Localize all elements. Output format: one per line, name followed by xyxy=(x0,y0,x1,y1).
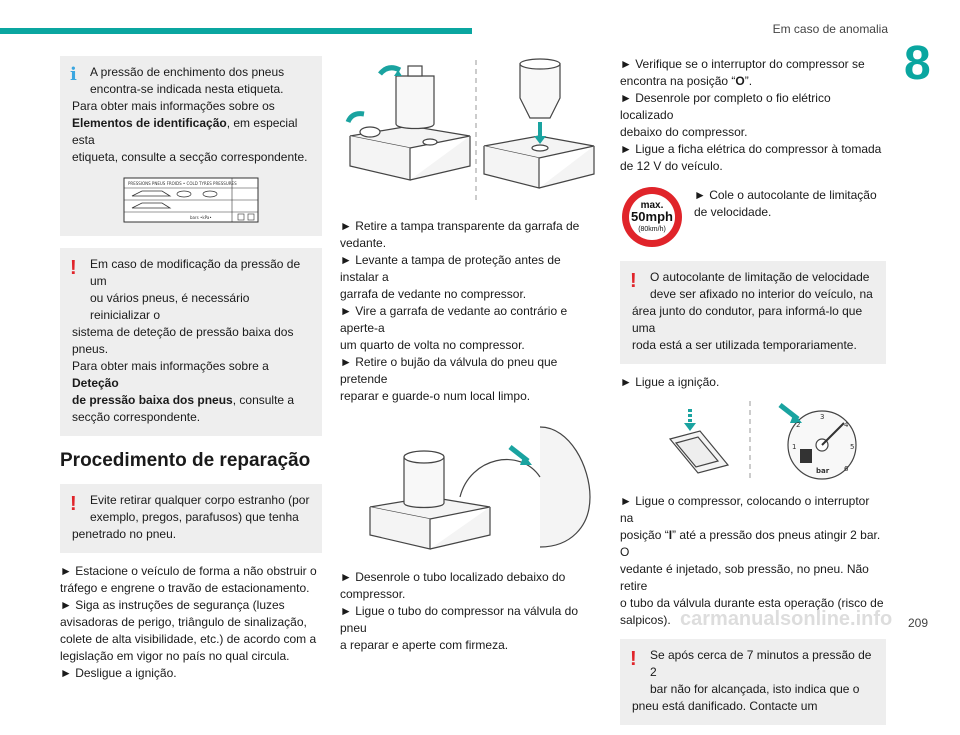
gauge-unit: bar xyxy=(816,467,830,475)
warning-box xyxy=(620,639,886,725)
step-text: ► Retire o bujão da válvula do pneu que pretende xyxy=(340,355,558,386)
sticker-speed: 50mph xyxy=(631,209,673,224)
step-text: avisadoras de perigo, triângulo de sinalização, xyxy=(60,615,307,629)
step-text: ► Retire a tampa transparente da garrafa de xyxy=(340,219,580,233)
gauge-tick-5: 5 xyxy=(850,443,855,451)
instructions xyxy=(60,563,322,682)
warning-text xyxy=(72,392,312,409)
step-text: ► Levante a tampa de proteção antes de instalar a xyxy=(340,253,561,284)
step-text: um quarto de volta no compressor. xyxy=(340,338,525,352)
step-text: ► Ligue o tubo do compressor na válvula do pneu xyxy=(340,604,579,635)
info-text: A pressão de enchimento dos pneus xyxy=(90,65,285,79)
warning-text: sistema de deteção de pressão baixa dos pneus. xyxy=(72,325,294,356)
warning-text: roda está a ser utilizada temporariamente. xyxy=(632,338,857,352)
warning-icon: ! xyxy=(70,493,77,515)
step-text: colete de alta visibilidade, etc.) de acordo com a xyxy=(60,632,317,646)
warning-text: Evite retirar qualquer corpo estranho (por xyxy=(90,493,310,507)
warning-text: ou vários pneus, é necessário reinicializar o xyxy=(90,291,250,322)
compressor-gauge-illustration xyxy=(620,399,886,483)
watermark: carmanualsonline.info xyxy=(680,608,893,630)
warning-text: pneu está danificado. Contacte um xyxy=(632,699,818,713)
warning-icon: ! xyxy=(70,257,77,279)
info-icon: i xyxy=(70,64,77,85)
info-text: , em especial esta xyxy=(72,116,298,147)
step-text: ► Desligue a ignição. xyxy=(60,666,177,680)
sealant-bottle-illustration xyxy=(340,56,602,206)
step-text: de velocidade. xyxy=(694,205,772,219)
sticker-text xyxy=(694,185,877,221)
step-text: encontra na posição “ xyxy=(620,74,736,88)
step-text: ► Desenrole por completo o fio elétrico localizado xyxy=(620,91,831,122)
warning-text: Se após cerca de 7 minutos a pressão de 2 xyxy=(650,648,872,679)
instructions xyxy=(340,218,602,405)
column-2 xyxy=(340,56,602,654)
gauge-tick-2: 2 xyxy=(796,421,801,429)
switch-position-i: I xyxy=(668,528,673,542)
compressor-hose-illustration xyxy=(340,417,602,557)
column-1 xyxy=(60,56,322,682)
info-text: encontra-se indicada nesta etiqueta. xyxy=(90,82,284,96)
gauge-tick-3: 3 xyxy=(820,413,825,421)
step-text xyxy=(620,73,886,90)
warning-text: exemplo, pregos, parafusos) que tenha xyxy=(90,510,299,524)
sticker-kmh: (80km/h) xyxy=(638,226,666,233)
warning-text: Para obter mais informações sobre a xyxy=(72,359,269,373)
label-title: PRESSIONS PNEUS FROIDS • COLD TYRES PRESSURES xyxy=(128,181,237,186)
step-text: garrafa de vedante no compressor. xyxy=(340,287,527,301)
info-text: etiqueta, consulte a secção correspondente. xyxy=(72,150,308,164)
warning-icon: ! xyxy=(630,648,637,670)
warning-box xyxy=(60,484,322,553)
label-unit: bars •kPa• xyxy=(190,215,212,220)
page-number: 209 xyxy=(908,616,929,630)
section-heading: Procedimento de reparação xyxy=(60,450,311,471)
warning-text: , consulte a xyxy=(232,393,295,407)
speed-sticker-row xyxy=(620,185,886,249)
step-text: tráfego e engrene o travão de estacionamento. xyxy=(60,581,310,595)
switch-position-o: O xyxy=(735,74,745,88)
warning-text: bar não for alcançada, isto indica que o xyxy=(650,682,860,696)
step-text: ► Desenrole o tubo localizado debaixo do xyxy=(340,570,566,584)
instructions xyxy=(620,56,886,175)
step-text: ► Ligue a ignição. xyxy=(620,375,720,389)
info-text: Para obter mais informações sobre os xyxy=(72,99,275,113)
step-text xyxy=(620,527,886,561)
step-text: ► Siga as instruções de segurança (luzes xyxy=(60,598,285,612)
warning-icon: ! xyxy=(630,270,637,292)
info-text xyxy=(72,115,312,149)
warning-text: deve ser afixado no interior do veículo, na xyxy=(650,287,873,301)
info-bold: Elementos de identificação xyxy=(72,116,227,130)
step-text: legislação em vigor no país no qual circula. xyxy=(60,649,290,663)
step-text: ► Cole o autocolante de limitação xyxy=(694,188,877,202)
instructions xyxy=(340,569,602,654)
step-text: de 12 V do veículo. xyxy=(620,159,723,173)
step-text: ► Verifique se o interruptor do compressor se xyxy=(620,57,865,71)
section-title: Em caso de anomalia xyxy=(772,22,888,36)
step-text: reparar e guarde-o num local limpo. xyxy=(340,389,531,403)
step-text: a reparar e aperte com firmeza. xyxy=(340,638,509,652)
step-text: ► Vire a garrafa de vedante ao contrário e aperte-a xyxy=(340,304,568,335)
step-text: posição “ xyxy=(620,528,669,542)
step-text: vedante é injetado, sob pressão, no pneu. Não retire xyxy=(620,562,869,593)
warning-text: O autocolante de limitação de velocidade xyxy=(650,270,870,284)
warning-text: área junto do condutor, para informá-lo que uma xyxy=(632,304,863,335)
step-text: ► Estacione o veículo de forma a não obstruir o xyxy=(60,564,317,578)
warning-text: Em caso de modificação da pressão de um xyxy=(90,257,301,288)
warning-box xyxy=(620,261,886,364)
step-text: ► Ligue o compressor, colocando o interruptor na xyxy=(620,494,870,525)
warning-box xyxy=(60,248,322,436)
warning-text: penetrado no pneu. xyxy=(72,527,177,541)
gauge-tick-4: 4 xyxy=(844,421,849,429)
gauge-tick-1: 1 xyxy=(792,443,797,451)
speed-limit-sticker xyxy=(620,185,684,249)
header-bar xyxy=(0,28,472,34)
warning-bold: de pressão baixa dos pneus xyxy=(72,393,233,407)
info-box xyxy=(60,56,322,236)
chapter-number: 8 xyxy=(904,37,931,90)
tyre-pressure-label-illustration xyxy=(72,174,314,226)
gauge-tick-6: 6 xyxy=(844,465,849,473)
step-text: debaixo do compressor. xyxy=(620,125,748,139)
step-text: ” até a pressão dos pneus atingir 2 bar. O xyxy=(620,528,881,559)
column-3 xyxy=(620,56,886,735)
warning-text: secção correspondente. xyxy=(72,410,201,424)
step-text: ”. xyxy=(744,74,753,88)
sticker-max: max. xyxy=(640,200,664,211)
step-text: vedante. xyxy=(340,236,387,250)
warning-text xyxy=(72,358,312,392)
step-text: compressor. xyxy=(340,587,406,601)
warning-bold: Deteção xyxy=(72,376,119,390)
step-text: salpicos). xyxy=(620,613,671,627)
step-text: ► Ligue a ficha elétrica do compressor à tomada xyxy=(620,142,882,156)
step-text: o tubo da válvula durante esta operação (risco de xyxy=(620,596,884,610)
